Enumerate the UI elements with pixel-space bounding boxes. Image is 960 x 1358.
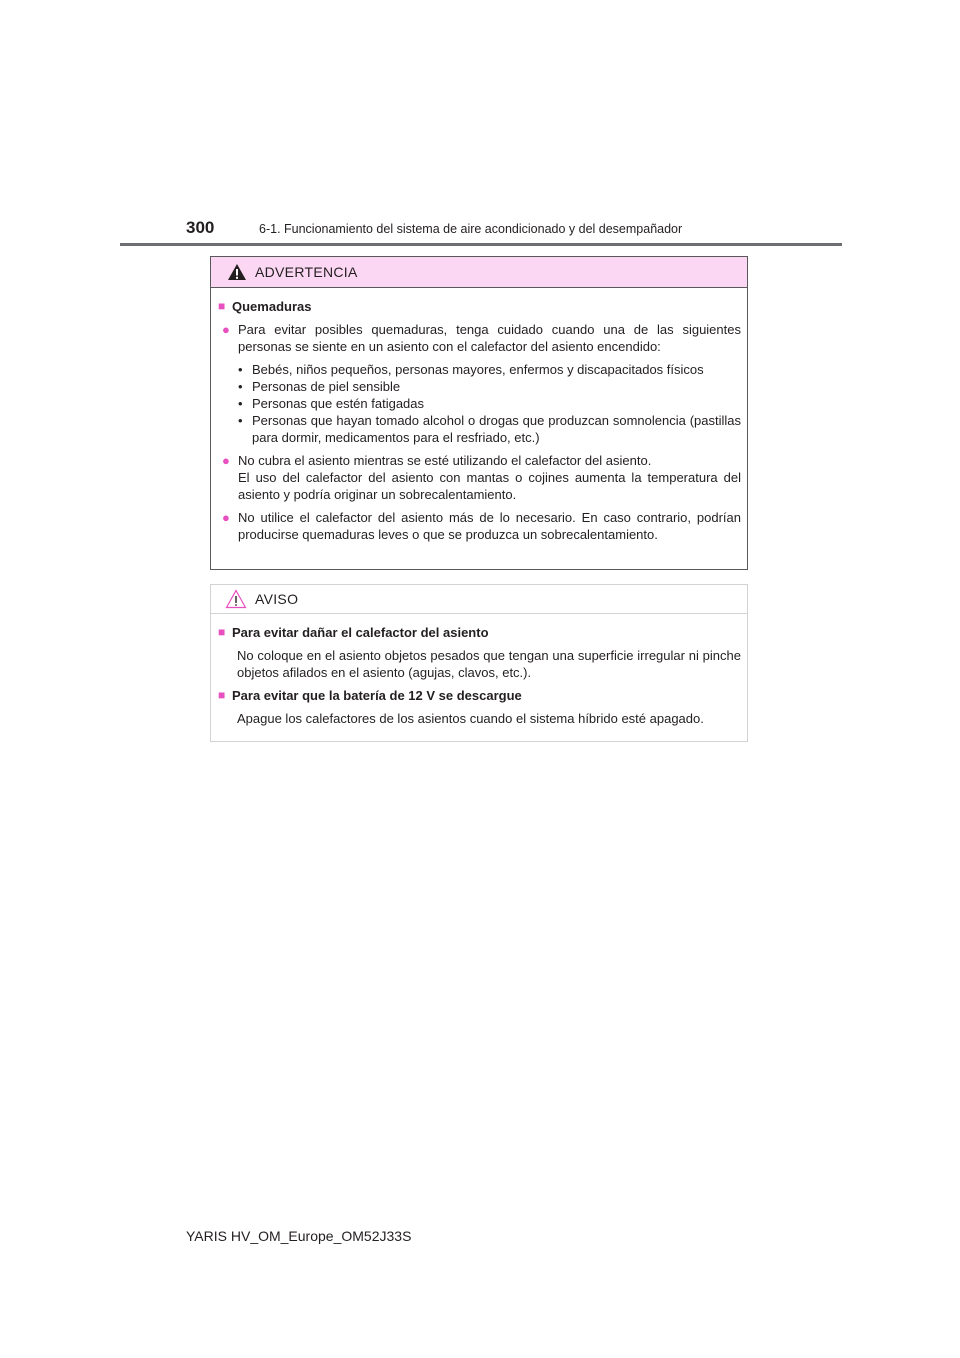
warning-bullet-1-text: Para evitar posibles quemaduras, tenga cuidado cuando una de las siguientes personas se siente en un asiento con el calefactor del asiento encendido:: [238, 322, 741, 354]
notice-body: [211, 614, 747, 727]
warning-body: [211, 288, 747, 543]
square-bullet-icon: ■: [218, 625, 226, 639]
page-number: 300: [186, 218, 215, 237]
warning-heading-text: Quemaduras: [232, 299, 312, 314]
list-item: • Personas que hayan tomado alcohol o drogas que produzcan somnolencia (pastillas para dormir, medicamentos para el resfriado, etc.): [238, 413, 741, 445]
list-item: • Bebés, niños pequeños, personas mayores, enfermos y discapacitados físicos: [238, 361, 741, 378]
warning-header: [211, 257, 747, 288]
circle-bullet-icon: ●: [222, 453, 230, 468]
notice-heading-2: [218, 687, 741, 704]
warning-bullet-1: [218, 321, 741, 355]
notice-header: [211, 585, 747, 614]
warning-bullet-2: [218, 452, 741, 503]
notice-text-2: Apague los calefactores de los asientos cuando el sistema híbrido esté apagado.: [237, 711, 704, 726]
notice-heading-2-text: Para evitar que la batería de 12 V se descargue: [232, 688, 522, 703]
notice-heading-1-text: Para evitar dañar el calefactor del asiento: [232, 625, 489, 640]
warning-sublist: [238, 361, 741, 446]
notice-box: [210, 584, 748, 742]
section-title: 6-1. Funcionamiento del sistema de aire acondicionado y del desempañador: [259, 222, 683, 236]
warning-box: [210, 256, 748, 570]
warning-title: ADVERTENCIA: [255, 264, 358, 280]
warning-bullet-3: [218, 509, 741, 543]
document-id: YARIS HV_OM_Europe_OM52J33S: [186, 1228, 412, 1244]
warning-bullet-2-line-2: El uso del calefactor del asiento con mantas o cojines aumenta la temperatura del asiento y podría originar un sobrecalentamiento.: [238, 470, 741, 502]
square-bullet-icon: ■: [218, 688, 226, 702]
notice-title: AVISO: [255, 591, 299, 607]
list-item: • Personas que estén fatigadas: [238, 395, 741, 412]
list-item: • Personas de piel sensible: [238, 378, 741, 395]
list-item-text: Personas de piel sensible: [252, 379, 401, 394]
square-bullet-icon: ■: [218, 299, 226, 313]
warning-triangle-icon: [227, 263, 247, 286]
list-item-text: Bebés, niños pequeños, personas mayores, enfermos y discapacitados físicos: [252, 362, 704, 377]
warning-heading: [218, 298, 741, 315]
warning-bullet-3-text: No utilice el calefactor del asiento más de lo necesario. En caso contrario, podrían producirse quemaduras leves o que se produzca un sobrecalentamiento.: [238, 510, 741, 542]
notice-heading-1: [218, 624, 741, 641]
header-divider: [120, 243, 842, 246]
circle-bullet-icon: ●: [222, 510, 230, 525]
warning-bullet-2-line-1: No cubra el asiento mientras se esté utilizando el calefactor del asiento.: [238, 453, 652, 468]
caution-triangle-icon: [225, 589, 247, 614]
list-item-text: Personas que estén fatigadas: [252, 396, 425, 411]
notice-text-1: No coloque en el asiento objetos pesados que tengan una superficie irregular ni pinche objetos afilados en el asiento (agujas, clavos, etc.).: [237, 648, 741, 680]
circle-bullet-icon: ●: [222, 322, 230, 337]
list-item-text: Personas que hayan tomado alcohol o drogas que produzcan somnolencia (pastillas para dormir, medicamentos para el resfriado, etc.): [252, 413, 741, 445]
